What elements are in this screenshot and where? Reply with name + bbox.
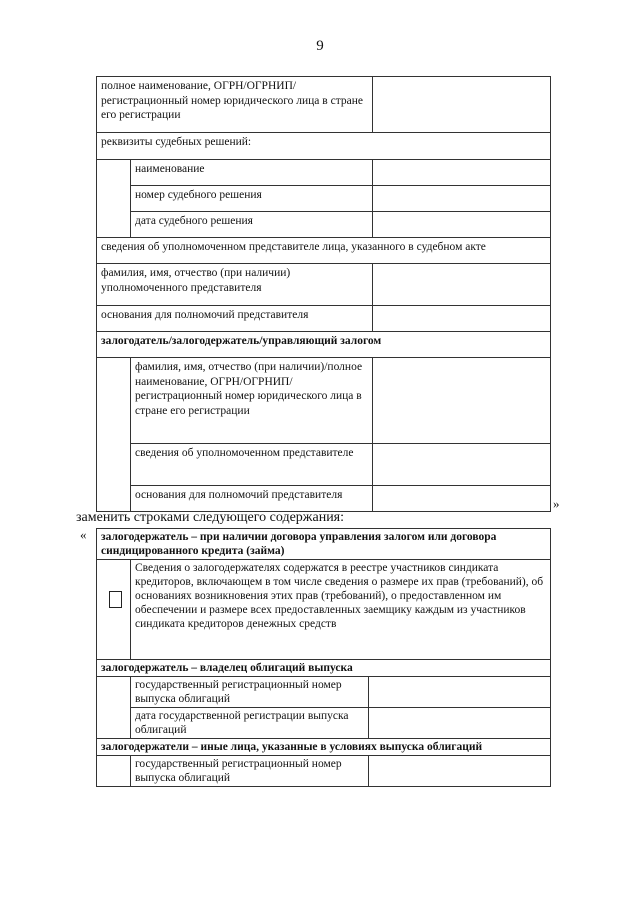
- replacement-table: [96, 528, 551, 787]
- original-table: [96, 76, 551, 512]
- bond-item-label: дата государственной регистрации выпуска облигаций: [131, 708, 369, 739]
- replacement-intro: заменить строками следующего содержания:: [76, 510, 345, 525]
- indent-cell: [97, 677, 131, 739]
- syndicate-text: Сведения о залогодержателях содержатся в реестре участников синдиката кредиторов, включающем в том числе сведения о размере их прав (требований), об основаниях возникновения этих прав (требований), о предоставленном им обеспечении и размере всех предоставленных заемщику каждым из участников синдиката кредиторов денежных средств: [131, 560, 551, 660]
- rep-name-value[interactable]: [373, 264, 551, 306]
- others-item-label: государственный регистрационный номер выпуска облигаций: [131, 756, 369, 787]
- checkbox-cell: [97, 560, 131, 660]
- pledgor-item-label: основания для полномочий представителя: [131, 486, 373, 512]
- bondholder-header: залогодержатель – владелец облигаций выпуска: [97, 660, 551, 677]
- pledgor-item-value[interactable]: [373, 486, 551, 512]
- bond-item-value[interactable]: [369, 708, 551, 739]
- indent-cell: [97, 160, 131, 238]
- court-requisites-header: реквизиты судебных решений:: [97, 133, 551, 160]
- closing-quote: »: [553, 496, 560, 511]
- rep-name-label: фамилия, имя, отчество (при наличии) уполномоченного представителя: [97, 264, 373, 306]
- others-item-value[interactable]: [369, 756, 551, 787]
- syndicate-header: залогодержатель – при наличии договора управления залогом или договора синдицированного кредита (займа): [97, 529, 551, 560]
- pledgor-item-value[interactable]: [373, 358, 551, 444]
- bond-item-label: государственный регистрационный номер выпуска облигаций: [131, 677, 369, 708]
- opening-quote: «: [80, 527, 87, 542]
- pledgor-item-label: фамилия, имя, отчество (при наличии)/полное наименование, ОГРН/ОГРНИП/регистрационный номер юридического лица в стране его регистрации: [131, 358, 373, 444]
- court-item-value[interactable]: [373, 212, 551, 238]
- indent-cell: [97, 756, 131, 787]
- pledgor-item-label: сведения об уполномоченном представителе: [131, 444, 373, 486]
- representative-header: сведения об уполномоченном представителе лица, указанного в судебном акте: [97, 238, 551, 264]
- court-item-value[interactable]: [373, 160, 551, 186]
- court-item-value[interactable]: [373, 186, 551, 212]
- rep-basis-label: основания для полномочий представителя: [97, 306, 373, 332]
- court-item-label: номер судебного решения: [131, 186, 373, 212]
- full-name-value[interactable]: [373, 77, 551, 133]
- pledgor-header: залогодатель/залогодержатель/управляющий залогом: [97, 332, 551, 358]
- full-name-label: полное наименование, ОГРН/ОГРНИП/ регистрационный номер юридического лица в стране его регистрации: [97, 77, 373, 133]
- pledgor-item-value[interactable]: [373, 444, 551, 486]
- indent-cell: [97, 358, 131, 512]
- court-item-label: дата судебного решения: [131, 212, 373, 238]
- page-number: 9: [316, 38, 324, 54]
- court-item-label: наименование: [131, 160, 373, 186]
- bond-item-value[interactable]: [369, 677, 551, 708]
- checkbox[interactable]: [109, 591, 122, 608]
- rep-basis-value[interactable]: [373, 306, 551, 332]
- others-header: залогодержатели – иные лица, указанные в условиях выпуска облигаций: [97, 739, 551, 756]
